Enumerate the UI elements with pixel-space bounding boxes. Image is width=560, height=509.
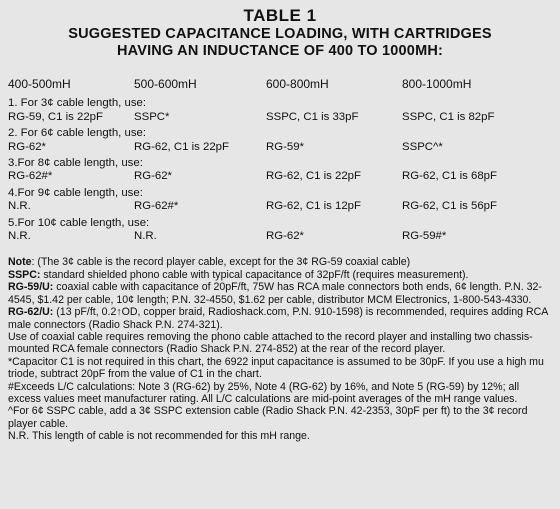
table-cell: RG-62#*: [8, 170, 53, 183]
row-label: 5.For 10¢ cable length, use:: [8, 216, 150, 229]
table-header-row: [8, 78, 552, 91]
table-cell: RG-62, C1 is 56pF: [402, 200, 497, 213]
sspc-label: SSPC:: [8, 268, 41, 281]
table-row: [8, 97, 552, 124]
header-400-500: 400-500mH: [8, 77, 71, 91]
coax-note: Use of coaxial cable requires removing the phono cable attached to the record player and installing two chassis-mounted RCA female connectors (Radio Shack P.N. 274-852) at the rear of the record player.: [8, 330, 533, 356]
row-label: 3.For 8¢ cable length, use:: [8, 157, 143, 170]
table-cell: N.R.: [8, 200, 31, 213]
table-cell: RG-62, C1 is 22pF: [266, 170, 361, 183]
rg59-text: coaxial cable with capacitance of 20pF/ft, 75W has RCA male connectors both ends, 6¢ length. P.N. 32-4545, $1.42 per cable, 10¢ length; P.N. 32-4550, $1.62 per cable, distributor MCM Electronics, 1-800-543-4330.: [8, 281, 542, 306]
table-cell: RG-62*: [8, 140, 46, 153]
note-label: Note: [8, 256, 32, 269]
header-500-600: 500-600mH: [134, 77, 197, 91]
notes-section: [8, 256, 552, 442]
note-line: [8, 256, 550, 268]
table-cell: RG-59*: [266, 140, 304, 153]
table-row: [8, 157, 552, 184]
table-subtitle-line2: HAVING AN INDUCTANCE OF 400 TO 1000MH:: [116, 43, 444, 59]
table-cell: RG-59, C1 is 22pF: [8, 110, 103, 123]
table-cell: SSPC, C1 is 82pF: [402, 110, 495, 123]
table-cell: N.R.: [134, 230, 157, 243]
table-row: [8, 217, 552, 244]
row-label: 4.For 9¢ cable length, use:: [8, 186, 143, 199]
table-cell: RG-62*: [134, 170, 172, 183]
sspc-extension-note: ^For 6¢ SSPC cable, add a 3¢ SSPC extension cable (Radio Shack P.N. 42-2353, 30pF per ft) to the 3¢ record player cable.: [8, 405, 528, 430]
note-text: : (The 3¢ cable is the record player cable, except for the 3¢ RG-59 coaxial cable): [31, 256, 411, 269]
rg62-note: [8, 306, 550, 331]
table-subtitle-line1: SUGGESTED CAPACITANCE LOADING, WITH CARTRIDGES: [68, 26, 492, 42]
table-row: [8, 187, 552, 214]
row-label: 1. For 3¢ cable length, use:: [8, 97, 147, 110]
table-cell: RG-62*: [266, 230, 304, 243]
header-800-1000: 800-1000mH: [402, 77, 472, 91]
rg62-label: RG-62/U:: [8, 306, 54, 319]
table-cell: RG-62, C1 is 12pF: [266, 200, 361, 213]
capacitor-note: *Capacitor C1 is not required in this chart, the 6922 input capacitance is assumed to be 30pF. If you use a high mu triode, subtract 20pF from the value of C1 in the chart.: [8, 355, 544, 381]
table-cell: SSPC, C1 is 33pF: [266, 110, 359, 123]
sspc-text: standard shielded phono cable with typical capacitance of 32pF/ft (requires measurement).: [40, 268, 469, 281]
table-cell: SSPC^*: [402, 140, 443, 153]
rg59-note: [8, 281, 550, 306]
table-cell: RG-59#*: [402, 230, 447, 243]
rg59-label: RG-59/U:: [8, 281, 54, 294]
rg62-text: (13 pF/ft, 0.2↑OD, copper braid, Radioshack.com, P.N. 910-1598) is recommended, requires adding RCA male connectors (Radio Shack P.N. 274-321).: [8, 306, 548, 331]
row-label: 2. For 6¢ cable length, use:: [8, 127, 147, 140]
table-cell: RG-62, C1 is 68pF: [402, 170, 497, 183]
capacitance-table: [8, 78, 552, 243]
table-cell: N.R.: [8, 230, 31, 243]
table-row: [8, 127, 552, 154]
table-cell: SSPC*: [134, 110, 170, 123]
table-cell: RG-62, C1 is 22pF: [134, 140, 229, 153]
table-title: TABLE 1: [243, 6, 317, 25]
title-block: [8, 6, 552, 60]
table-cell: RG-62#*: [134, 200, 179, 213]
not-recommended-note: N.R. This length of cable is not recommended for this mH range.: [8, 430, 310, 443]
exceeds-note: #Exceeds L/C calculations: Note 3 (RG-62) by 25%, Note 4 (RG-62) by 16%, and Note 5 (RG-59) by 12%; all excess values meet manufacturer rating. All L/C calculations are mid-point averages of the mH range values.: [8, 380, 520, 405]
sspc-note: [8, 269, 550, 281]
header-600-800: 600-800mH: [266, 77, 329, 91]
